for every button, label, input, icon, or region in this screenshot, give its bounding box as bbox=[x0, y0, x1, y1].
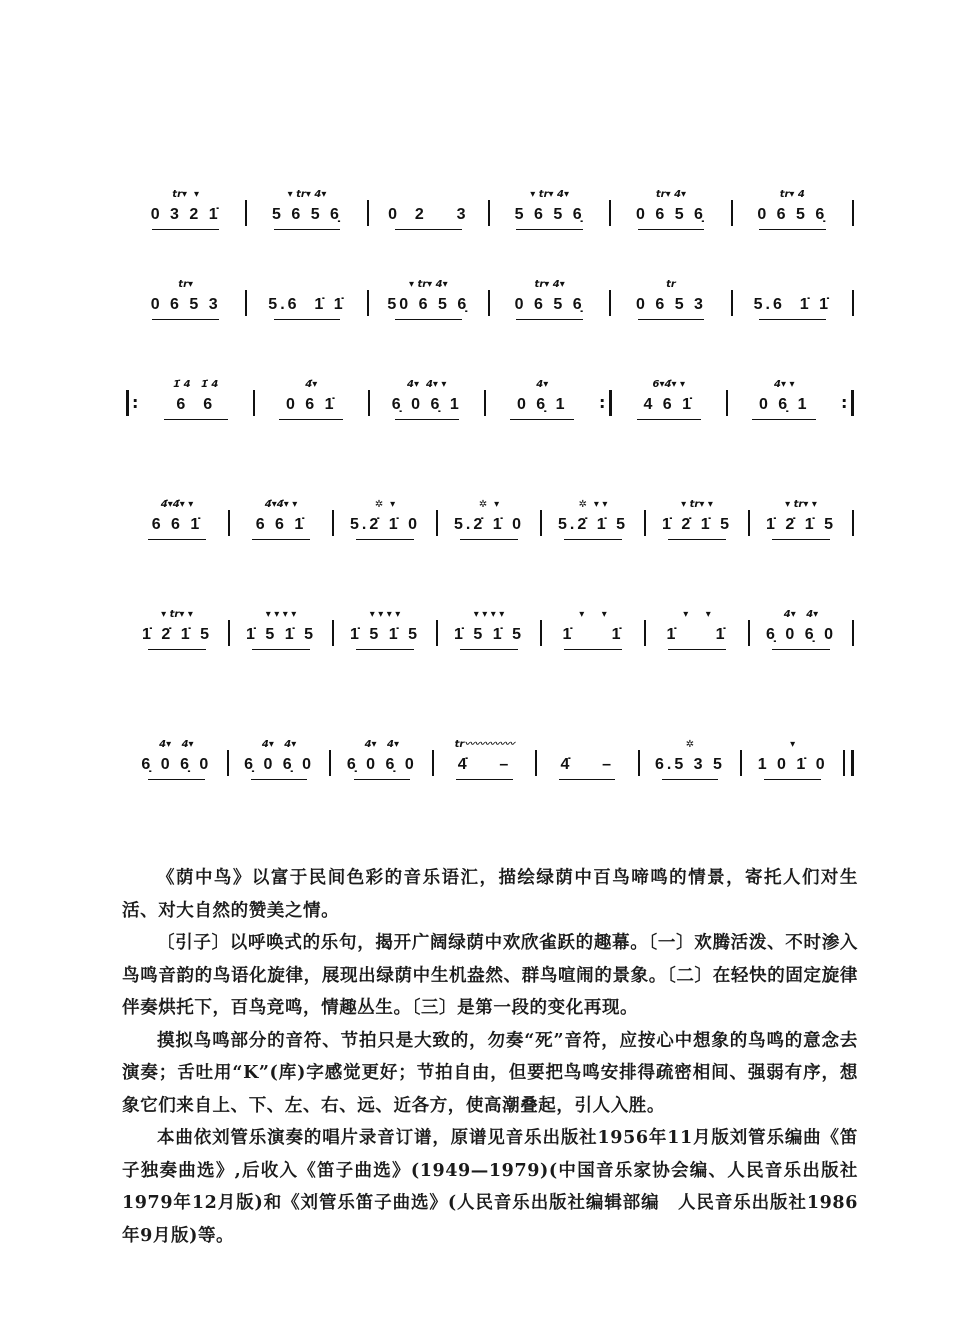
measure bbox=[229, 712, 330, 782]
notes: 0 6 5 6̣ bbox=[757, 206, 828, 223]
measure bbox=[126, 472, 228, 542]
ornament-marks: ▾ tr▾ ▾ bbox=[161, 609, 193, 620]
measure bbox=[230, 582, 332, 652]
beam-underline bbox=[164, 419, 228, 420]
repeat-start-barline bbox=[126, 390, 139, 416]
measure bbox=[742, 712, 843, 782]
measure bbox=[733, 162, 852, 232]
beam-underline bbox=[251, 779, 307, 780]
ornament-marks: 4▾ 4▾ bbox=[364, 739, 399, 750]
ornament-marks: 4▾ ▾ bbox=[774, 379, 795, 390]
ornament-marks: ▾ tr▾ ▾ bbox=[681, 499, 713, 510]
measure bbox=[434, 712, 535, 782]
beam-underline bbox=[559, 779, 615, 780]
ornament-marks: 4̇▾4̇▾ ▾ bbox=[160, 499, 194, 510]
barline bbox=[852, 510, 854, 536]
notes: 5 6 5 6̣ bbox=[514, 206, 585, 223]
beam-underline bbox=[510, 419, 574, 420]
ornament-marks: tr▾ bbox=[178, 279, 194, 290]
ornament-marks: ▾ ▾ ▾ ▾ bbox=[473, 609, 505, 620]
beam-underline bbox=[764, 779, 820, 780]
notes: 5.6 1̇ 1̇ bbox=[753, 296, 831, 313]
beam-underline bbox=[564, 539, 621, 540]
notes: 1̇ 5 1̇ 5 bbox=[246, 626, 316, 643]
notes: 6̣ 0 6̣ 0 bbox=[141, 756, 212, 773]
measure bbox=[490, 162, 609, 232]
beam-underline bbox=[354, 779, 410, 780]
notes: 1̇ 5 1̇ 5 bbox=[454, 626, 524, 643]
ornament-marks: ▾ ▾ ▾ ▾ bbox=[265, 609, 297, 620]
barline bbox=[852, 200, 854, 226]
measure bbox=[126, 252, 245, 322]
measure bbox=[542, 582, 644, 652]
beam-underline bbox=[274, 319, 341, 320]
notes: 0 6 5 3 bbox=[636, 296, 706, 313]
barline bbox=[852, 620, 854, 646]
notes: 6̣ 0 6̣ 0 bbox=[766, 626, 836, 643]
beam-underline bbox=[152, 319, 219, 320]
notes: 4̇ – bbox=[560, 756, 615, 773]
measure bbox=[334, 472, 436, 542]
measure bbox=[611, 252, 730, 322]
measure bbox=[370, 352, 484, 422]
beam-underline bbox=[395, 229, 462, 230]
ornament-marks: tr▾ 4▾ bbox=[655, 189, 687, 200]
measure bbox=[139, 352, 253, 422]
measure bbox=[438, 582, 540, 652]
ornament-marks: ▾ tr▾ 4▾ bbox=[408, 279, 448, 290]
ornament-marks: 4▾ 4▾ ▾ bbox=[407, 379, 447, 390]
notes: 0 3 2 1̇ bbox=[150, 206, 221, 223]
beam-underline bbox=[279, 419, 343, 420]
measure bbox=[126, 582, 228, 652]
barline bbox=[852, 290, 854, 316]
paragraph-performance: 摸拟鸟鸣部分的音符、节拍只是大致的，勿奏“死”音符，应按心中想象的鸟鸣的意念去演奏；舌吐用“K”(库)字感觉更好；节拍自由，但要把鸟鸣安排得疏密相间、强弱有序，想象它们来自上、下、左、右、远、近各方，使高潮叠起，引人入胜。 bbox=[122, 1030, 858, 1116]
commentary-text bbox=[122, 862, 858, 1252]
notes: 5.6 1̇ 1̇ bbox=[268, 296, 346, 313]
notes: 6 6 1̇ bbox=[151, 516, 203, 533]
beam-underline bbox=[752, 419, 816, 420]
notes: 0 6 5 6̣ bbox=[514, 296, 585, 313]
ornament-marks: 4▾ 4▾ bbox=[261, 739, 297, 750]
repeat-end-barline bbox=[841, 390, 854, 416]
measure bbox=[646, 582, 748, 652]
measure bbox=[255, 352, 369, 422]
measure bbox=[640, 712, 741, 782]
beam-underline bbox=[668, 649, 725, 650]
score-row bbox=[126, 252, 854, 322]
ornament-marks: ▾ tr▾ 4▾ bbox=[530, 189, 569, 200]
ornament-marks: ✲ bbox=[685, 739, 695, 750]
notes: 4 6 1̇ bbox=[643, 396, 695, 413]
measure bbox=[230, 472, 332, 542]
beam-underline bbox=[148, 539, 205, 540]
paragraph-intro: 《荫中鸟》以富于民间色彩的音乐语汇，描绘绿荫中百鸟啼鸣的情景，寄托人们对生活、对大自然的赞美之情。 bbox=[122, 868, 858, 921]
notes: 4̇ – bbox=[457, 756, 512, 773]
paragraph-source: 本曲依刘管乐演奏的唱片录音订谱，原谱见音乐出版社1956年11月版刘管乐编曲《笛子独奏曲选》,后收入《笛子曲选》(1949—1979)(中国音乐家协会编、人民音乐出版社1979年12月版)和《刘管乐笛子曲选》(人民音乐出版社编辑部编 人民音乐出版社1986年9月版)等。 bbox=[122, 1128, 858, 1246]
beam-underline bbox=[638, 319, 705, 320]
measure bbox=[733, 252, 852, 322]
notes: 1̇ 1̇ bbox=[666, 626, 728, 643]
beam-underline bbox=[356, 539, 413, 540]
measure bbox=[728, 352, 842, 422]
measure bbox=[247, 252, 366, 322]
ornament-marks: tr▾ ▾ bbox=[172, 189, 200, 200]
beam-underline bbox=[662, 779, 718, 780]
ornament-marks: 4̇▾4̇▾ ▾ bbox=[264, 499, 298, 510]
measure bbox=[369, 162, 488, 232]
beam-underline bbox=[152, 229, 219, 230]
beam-underline bbox=[759, 229, 826, 230]
paragraph-structure: 〔引子〕以呼唤式的乐句，揭开广阔绿荫中欢欣雀跃的趣幕。〔一〕欢腾活泼、不时渗入鸟鸣音韵的鸟语化旋律，展现出绿荫中生机盎然、群鸟喧闹的景象。〔二〕在轻快的固定旋律伴奏烘托下，百鸟竞鸣，情趣丛生。〔三〕是第一段的变化再现。 bbox=[122, 933, 858, 1018]
measure bbox=[611, 162, 730, 232]
notes: 5.2̇ 1̇ 5 bbox=[558, 516, 628, 533]
score-row bbox=[126, 712, 854, 782]
beam-underline bbox=[395, 419, 459, 420]
ornament-marks: ✲ ▾ bbox=[374, 499, 396, 510]
ornament-marks: ▾ ▾ bbox=[579, 609, 607, 620]
ornament-marks: 4▾ 4▾ bbox=[783, 609, 819, 620]
notes: 6.5 3 5 bbox=[654, 756, 725, 773]
ornament-marks: 6▾4̇▾ ▾ bbox=[652, 379, 685, 390]
notes: 6̣ 0 6̣ 1 bbox=[391, 396, 462, 413]
beam-underline bbox=[252, 539, 309, 540]
measure bbox=[646, 472, 748, 542]
notes: 0 6 1̇ bbox=[285, 396, 337, 413]
ornament-marks: 4̇▾ bbox=[305, 379, 318, 390]
measure bbox=[750, 472, 852, 542]
measure bbox=[750, 582, 852, 652]
ornament-marks: ▾ bbox=[790, 739, 796, 750]
beam-underline bbox=[356, 649, 413, 650]
beam-underline bbox=[148, 779, 204, 780]
measure bbox=[542, 472, 644, 542]
ornament-marks: ▾ ▾ bbox=[683, 609, 711, 620]
notes: 5.2̇ 1̇ 0 bbox=[350, 516, 420, 533]
ornament-marks: 4▾ bbox=[536, 379, 549, 390]
measure bbox=[126, 712, 227, 782]
ornament-marks: ✲ ▾ bbox=[478, 499, 500, 510]
notes: 1̇ 5 1̇ 5 bbox=[350, 626, 420, 643]
beam-underline bbox=[395, 319, 462, 320]
score-row bbox=[126, 352, 854, 422]
notes: 1̇ 2̇ 1̇ 5 bbox=[766, 516, 836, 533]
score-row bbox=[126, 582, 854, 652]
notes: 0 6 5 6̣ bbox=[636, 206, 706, 223]
notes: 5 6 5 6̣ bbox=[272, 206, 342, 223]
measure bbox=[612, 352, 726, 422]
notes: 6̣ 0 6̣ 0 bbox=[346, 756, 417, 773]
beam-underline bbox=[274, 229, 341, 230]
notes: 1̇ 2̇ 1̇ 5 bbox=[142, 626, 212, 643]
notes: 0 2 3 bbox=[388, 206, 469, 223]
ornament-marks: tr〰〰〰〰〰 bbox=[454, 739, 515, 750]
notes: 1 0 1̇ 0 bbox=[757, 756, 828, 773]
ornament-marks: 4▾ 4▾ bbox=[159, 739, 194, 750]
notes: 6 6 1̇ bbox=[255, 516, 307, 533]
beam-underline bbox=[252, 649, 309, 650]
notes: 0 6̣ 1 bbox=[516, 396, 568, 413]
ornament-marks: tr▾ 4▾ bbox=[534, 279, 565, 290]
final-barline bbox=[843, 750, 854, 776]
notes: 50 6 5 6̣ bbox=[387, 296, 470, 313]
ornament-marks: ▾ tr▾ 4▾ bbox=[287, 189, 327, 200]
notes: 0 6 5 3 bbox=[150, 296, 221, 313]
ornament-marks: tr▾ 4 bbox=[779, 189, 805, 200]
ornament-marks: ▾ ▾ ▾ ▾ bbox=[369, 609, 401, 620]
ornament-marks: ✲ ▾ ▾ bbox=[578, 499, 608, 510]
notes: 5.2̇ 1̇ 0 bbox=[454, 516, 524, 533]
notes: 6̣ 0 6̣ 0 bbox=[244, 756, 315, 773]
beam-underline bbox=[638, 229, 705, 230]
beam-underline bbox=[637, 419, 701, 420]
beam-underline bbox=[516, 229, 583, 230]
measure bbox=[126, 162, 245, 232]
measure bbox=[490, 252, 609, 322]
beam-underline bbox=[668, 539, 725, 540]
repeat-barline bbox=[599, 390, 612, 416]
notes: 1̇ 2̇ 1̇ 5 bbox=[662, 516, 732, 533]
measure bbox=[247, 162, 366, 232]
beam-underline bbox=[460, 539, 517, 540]
beam-underline bbox=[759, 319, 826, 320]
beam-underline bbox=[516, 319, 583, 320]
ornament-marks: 1̇ 4 1̇ 4 bbox=[173, 379, 219, 390]
measure bbox=[334, 582, 436, 652]
measure bbox=[486, 352, 600, 422]
beam-underline bbox=[456, 779, 512, 780]
score-row bbox=[126, 162, 854, 232]
notes: 0 6̣ 1 bbox=[758, 396, 810, 413]
beam-underline bbox=[772, 539, 829, 540]
measure bbox=[369, 252, 488, 322]
measure bbox=[438, 472, 540, 542]
beam-underline bbox=[460, 649, 517, 650]
beam-underline bbox=[772, 649, 829, 650]
ornament-marks: ▾ tr▾ ▾ bbox=[785, 499, 817, 510]
measure bbox=[537, 712, 638, 782]
beam-underline bbox=[148, 649, 205, 650]
measure bbox=[331, 712, 432, 782]
notes: 6 6 bbox=[176, 396, 216, 413]
notes: 1̇ 1̇ bbox=[562, 626, 624, 643]
ornament-marks: tr bbox=[666, 279, 676, 290]
score-row bbox=[126, 472, 854, 542]
beam-underline bbox=[564, 649, 621, 650]
